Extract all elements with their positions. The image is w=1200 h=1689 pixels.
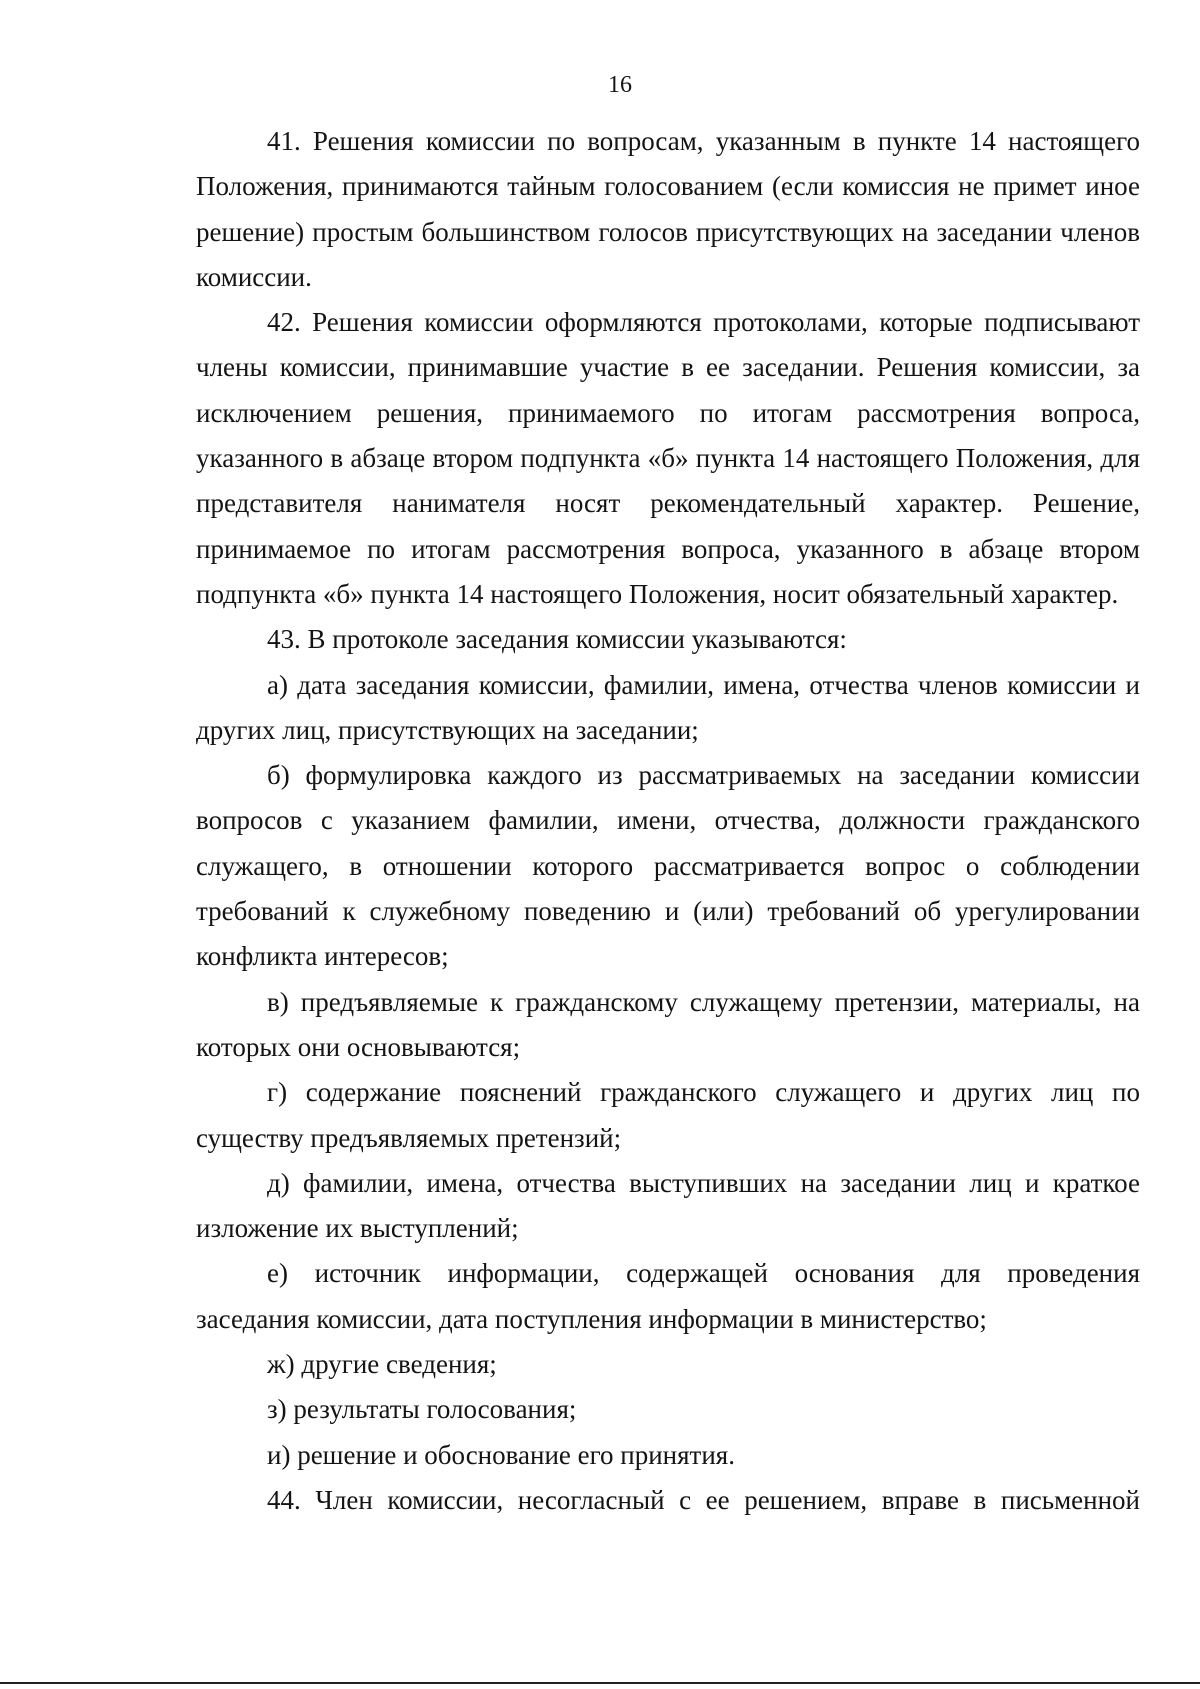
paragraph-43-item-e: е) источник информации, содержащей основания для проведения заседания комиссии, дата поступления информации в министерство;	[196, 1258, 1140, 1334]
paragraph-43-item-z: з) результаты голосования;	[267, 1394, 577, 1425]
page-number: 16	[608, 72, 632, 98]
document-body	[196, 119, 1140, 1523]
paragraph-41: 41. Решения комиссии по вопросам, указанным в пункте 14 настоящего Положения, принимаются тайным голосованием (если комиссия не примет иное решение) простым большинством голосов присутствующих на заседании членов комиссии.	[196, 126, 1140, 292]
paragraph-43: 43. В протоколе заседания комиссии указываются:	[267, 624, 847, 655]
paragraph-43-item-g: г) содержание пояснений гражданского служащего и других лиц по существу предъявляемых претензий;	[196, 1077, 1140, 1153]
paragraph-43-item-i: и) решение и обоснование его принятия.	[267, 1439, 735, 1470]
paragraph-43-item-a: а) дата заседания комиссии, фамилии, имена, отчества членов комиссии и других лиц, присутствующих на заседании;	[196, 669, 1140, 745]
paragraph-42: 42. Решения комиссии оформляются протоколами, которые подписывают члены комиссии, принимавшие участие в ее заседании. Решения комиссии, за исключением решения, принимаемого по итогам рассмотрения вопроса, указанного в абзаце втором подпункта «б» пункта 14 настоящего Положения, для представителя нанимателя носят рекомендательный характер. Решение, принимаемое по итогам рассмотрения вопроса, указанного в абзаце втором подпункта «б» пункта 14 настоящего Положения, носит обязательный характер.	[196, 307, 1140, 609]
paragraph-43-item-zh: ж) другие сведения;	[267, 1349, 497, 1380]
bottom-divider	[0, 1682, 1200, 1684]
paragraph-43-item-b: б) формулировка каждого из рассматриваемых на заседании комиссии вопросов с указанием фамилии, имени, отчества, должности гражданского служащего, в отношении которого рассматривается вопрос о соблюдении требований к служебному поведению и (или) требований об урегулировании конфликта интересов;	[196, 760, 1140, 972]
paragraph-43-item-d: д) фамилии, имена, отчества выступивших на заседании лиц и краткое изложение их выступлений;	[196, 1167, 1140, 1244]
paragraph-43-item-v: в) предъявляемые к гражданскому служащему претензии, материалы, на которых они основываются;	[196, 986, 1140, 1062]
paragraph-44: 44. Член комиссии, несогласный с ее решением, вправе в письменной	[267, 1484, 1140, 1515]
